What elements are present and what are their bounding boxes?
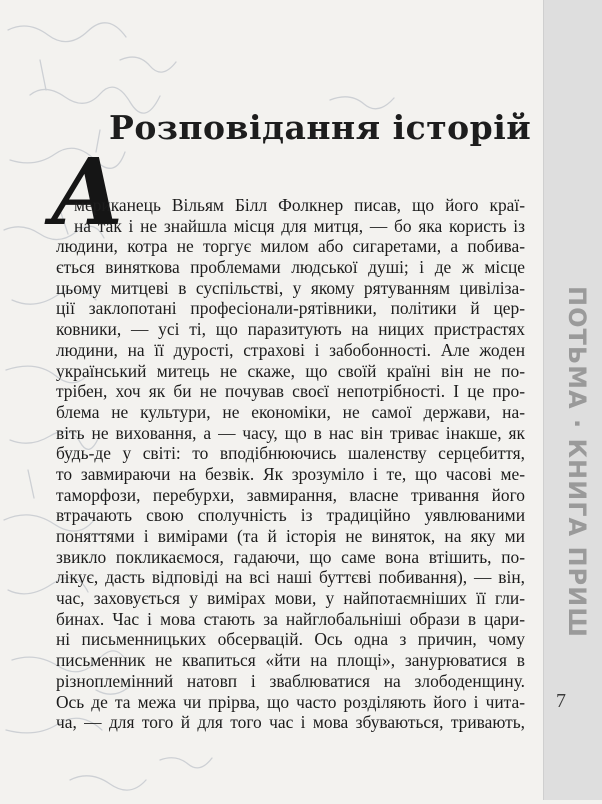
text-line: будь-де у світі: то вподібнюючись шаленству серцебиття, <box>56 443 525 464</box>
text-line: цьому митцеві в суспільстві, у якому рятуванням цивіліза- <box>56 277 525 298</box>
text-line: різноплемінний натовп і зваблюватися на злободенщину. <box>56 670 525 691</box>
text-line: письменник не квапиться «йти на площі», занурюватися в <box>56 650 525 671</box>
text-line: звикло покликаємося, гадаючи, що саме вона втішить, по- <box>56 546 525 567</box>
text-line: ції заклопотані професіонали-рятівники, політики й цер- <box>56 298 525 319</box>
text-line: Ось де та межа чи прірва, що часто розділяють його і чита- <box>56 691 525 712</box>
text-line: ковники, — усі ті, що паразитують на ницих пристрастях <box>56 319 525 340</box>
text-line: ча, — для того й для того час і мова збуваються, тривають, <box>56 712 525 733</box>
text-line: лікує, дасть відповіді на всі наші буттєві побивання), — він, <box>56 567 525 588</box>
text-line: поняттями і вимірами (та й історія не виняток, на яку ми <box>56 526 525 546</box>
text-line: трібен, хоч як би не почував своєї непотрібності. І це про- <box>56 381 525 402</box>
text-line: людини, на її дурості, страхові і забобонності. Але жоден <box>56 339 525 360</box>
text-line: втрачають свою сполучність із традиційно уявлюваними <box>56 505 525 526</box>
text-line: людини, котра не торгує милом або сигаретами, а побива- <box>56 236 525 257</box>
text-line: блема не культури, не економіки, не самої держави, на- <box>56 401 525 422</box>
chapter-title: Розповідання історій <box>109 108 532 147</box>
text-line: ні письменницьких обсервацій. Ось одна з причин, чому <box>56 629 525 650</box>
text-line: віть не виховання, а — часу, що в нас він триває інакше, як <box>56 422 525 443</box>
running-book-title: ПОТЬМА · КНИГА ПРИШ <box>563 286 591 638</box>
text-line: бинах. Час і мова стають за найглобальніші образи в цари- <box>56 608 525 629</box>
drop-cap: А <box>50 138 125 246</box>
text-line: на так і не знайшла місця для митця, — бо яка користь із <box>74 215 525 236</box>
text-line: український митець не скаже, що своїй країні він не по- <box>56 360 525 381</box>
text-line: час, заховується у вимірах мови, у найпотаємніших її гли- <box>56 588 525 609</box>
side-margin-rule <box>543 0 544 800</box>
text-line: мериканець Вільям Білл Фолкнер писав, що його краї- <box>74 195 525 215</box>
text-line: ється виняткова проблемами людської душі; і де ж місце <box>56 257 525 278</box>
page-number: 7 <box>556 690 566 712</box>
body-text <box>56 195 525 733</box>
text-line: то завмираючи на безвік. Як зрозуміло і те, що часові ме- <box>56 463 525 484</box>
text-line: таморфози, перебурхи, завмирання, власне тривання його <box>56 484 525 505</box>
